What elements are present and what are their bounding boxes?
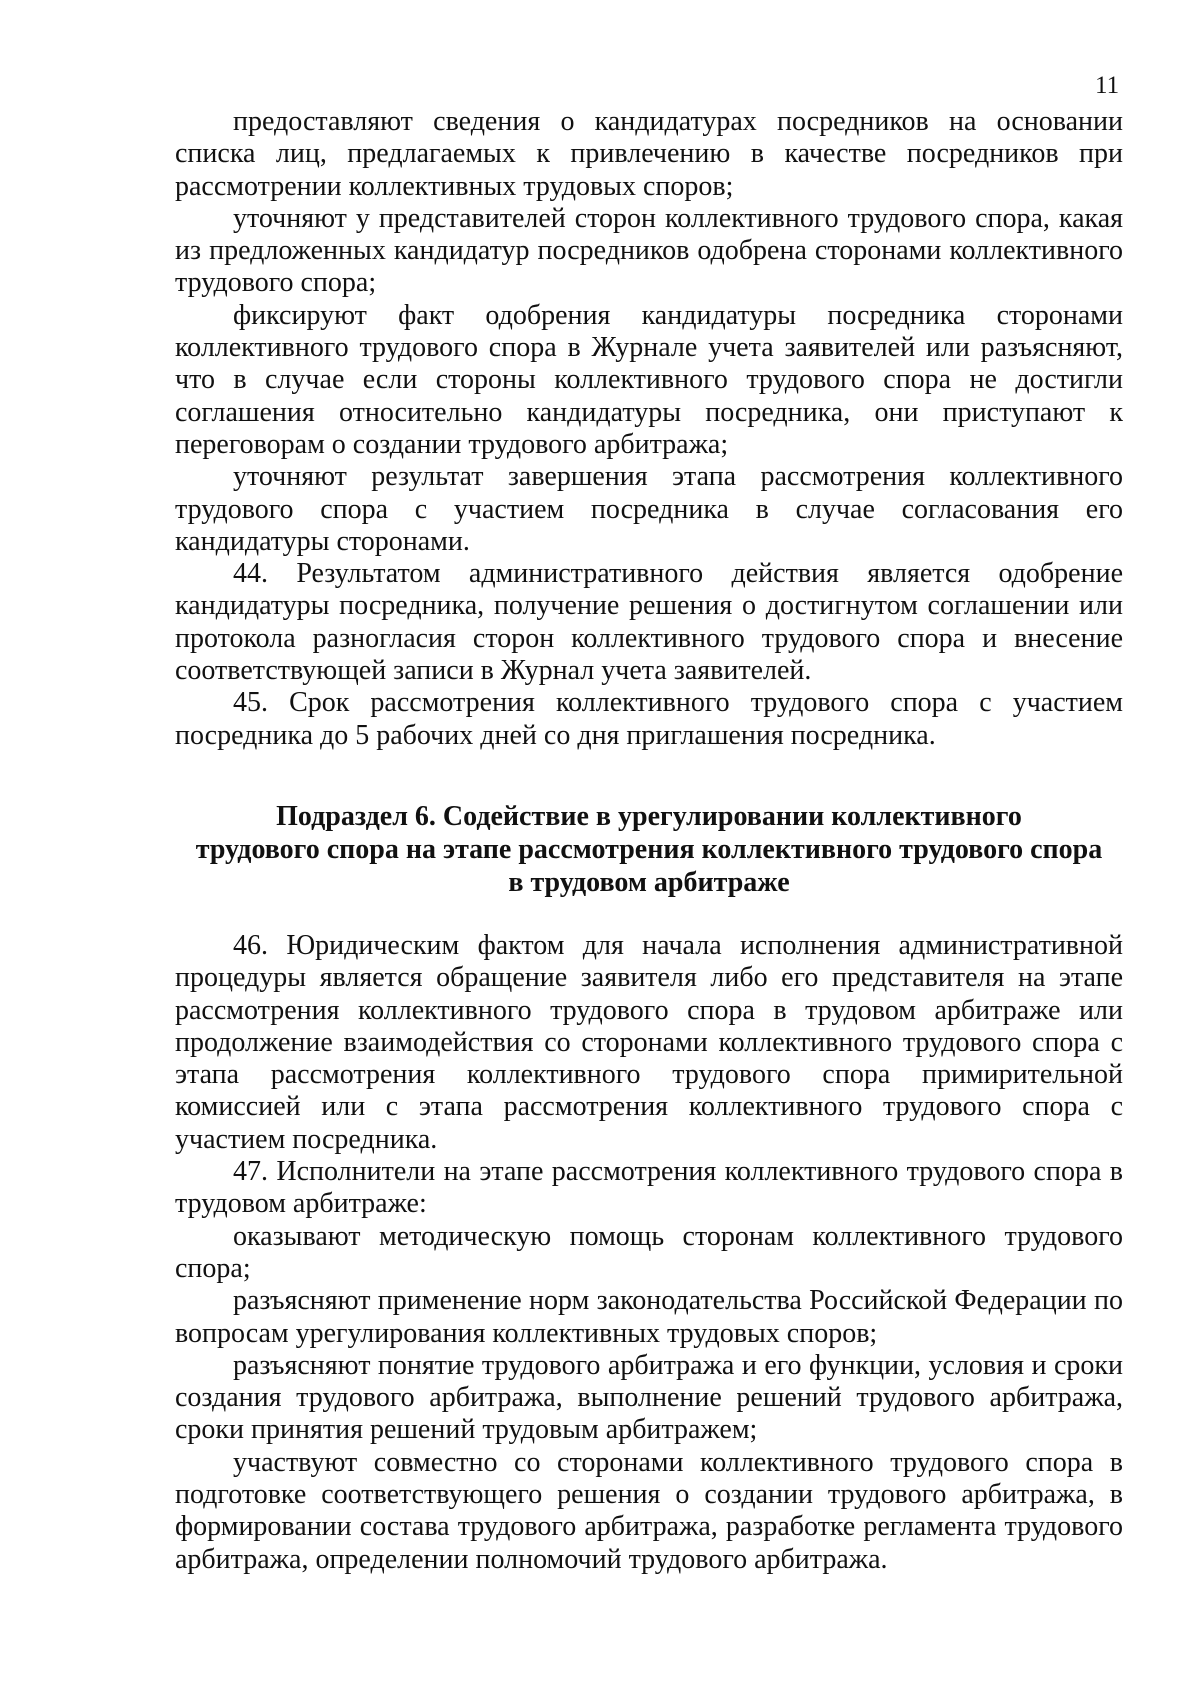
paragraph-45: 45. Срок рассмотрения коллективного трудового спора с участием посредника до 5 рабочих дней со дня приглашения посредника.	[175, 687, 1123, 751]
paragraph: уточняют результат завершения этапа рассмотрения коллективного трудового спора с участием посредника в случае согласования его кандидатуры сторонами.	[175, 461, 1123, 557]
paragraph: разъясняют применение норм законодательства Российской Федерации по вопросам урегулирования коллективных трудовых споров;	[175, 1285, 1123, 1349]
heading-line: в трудовом арбитраже	[508, 867, 790, 898]
subsection-heading	[175, 800, 1123, 899]
heading-line: трудового спора на этапе рассмотрения коллективного трудового спора	[195, 834, 1103, 865]
paragraph: разъясняют понятие трудового арбитража и его функции, условия и сроки создания трудового арбитража, выполнение решений трудового арбитража, сроки принятия решений трудовым арбитражем;	[175, 1349, 1123, 1446]
paragraph-47: 47. Исполнители на этапе рассмотрения коллективного трудового спора в трудовом арбитраже:	[175, 1156, 1123, 1220]
paragraph: участвуют совместно со сторонами коллективного трудового спора в подготовке соответствующего решения о создании трудового арбитража, в формировании состава трудового арбитража, разработке регламента трудового арбитража, определении полномочий трудового арбитража.	[175, 1446, 1123, 1575]
paragraph-46: 46. Юридическим фактом для начала исполнения административной процедуры является обращение заявителя либо его представителя на этапе рассмотрения коллективного трудового спора в трудовом арбитраже или продолжение взаимодействия со сторонами коллективного трудового спора с этапа рассмотрения коллективного трудового спора примирительной комиссией или с этапа рассмотрения коллективного трудового спора с участием посредника.	[175, 930, 1123, 1155]
page-number: 11	[1095, 72, 1120, 99]
paragraph: фиксируют факт одобрения кандидатуры посредника сторонами коллективного трудового спора в Журнале учета заявителей или разъясняют, что в случае если стороны коллективного трудового спора не достигли соглашения относительно кандидатуры посредника, они приступают к переговорам о создании трудового арбитража;	[175, 299, 1123, 460]
paragraph-44: 44. Результатом административного действия является одобрение кандидатуры посредника, получение решения о достигнутом соглашении или протокола разногласия сторон коллективного трудового спора и внесение соответствующей записи в Журнал учета заявителей.	[175, 558, 1123, 687]
heading-line: Подраздел 6. Содействие в урегулировании коллективного	[276, 801, 1022, 832]
section-1-text	[175, 106, 1123, 752]
paragraph: оказывают методическую помощь сторонам коллективного трудового спора;	[175, 1220, 1123, 1284]
section-2-text	[175, 930, 1123, 1576]
paragraph: предоставляют сведения о кандидатурах посредников на основании списка лиц, предлагаемых к привлечению в качестве посредников при рассмотрении коллективных трудовых споров;	[175, 106, 1123, 202]
paragraph: уточняют у представителей сторон коллективного трудового спора, какая из предложенных кандидатур посредников одобрена сторонами коллективного трудового спора;	[175, 202, 1123, 299]
